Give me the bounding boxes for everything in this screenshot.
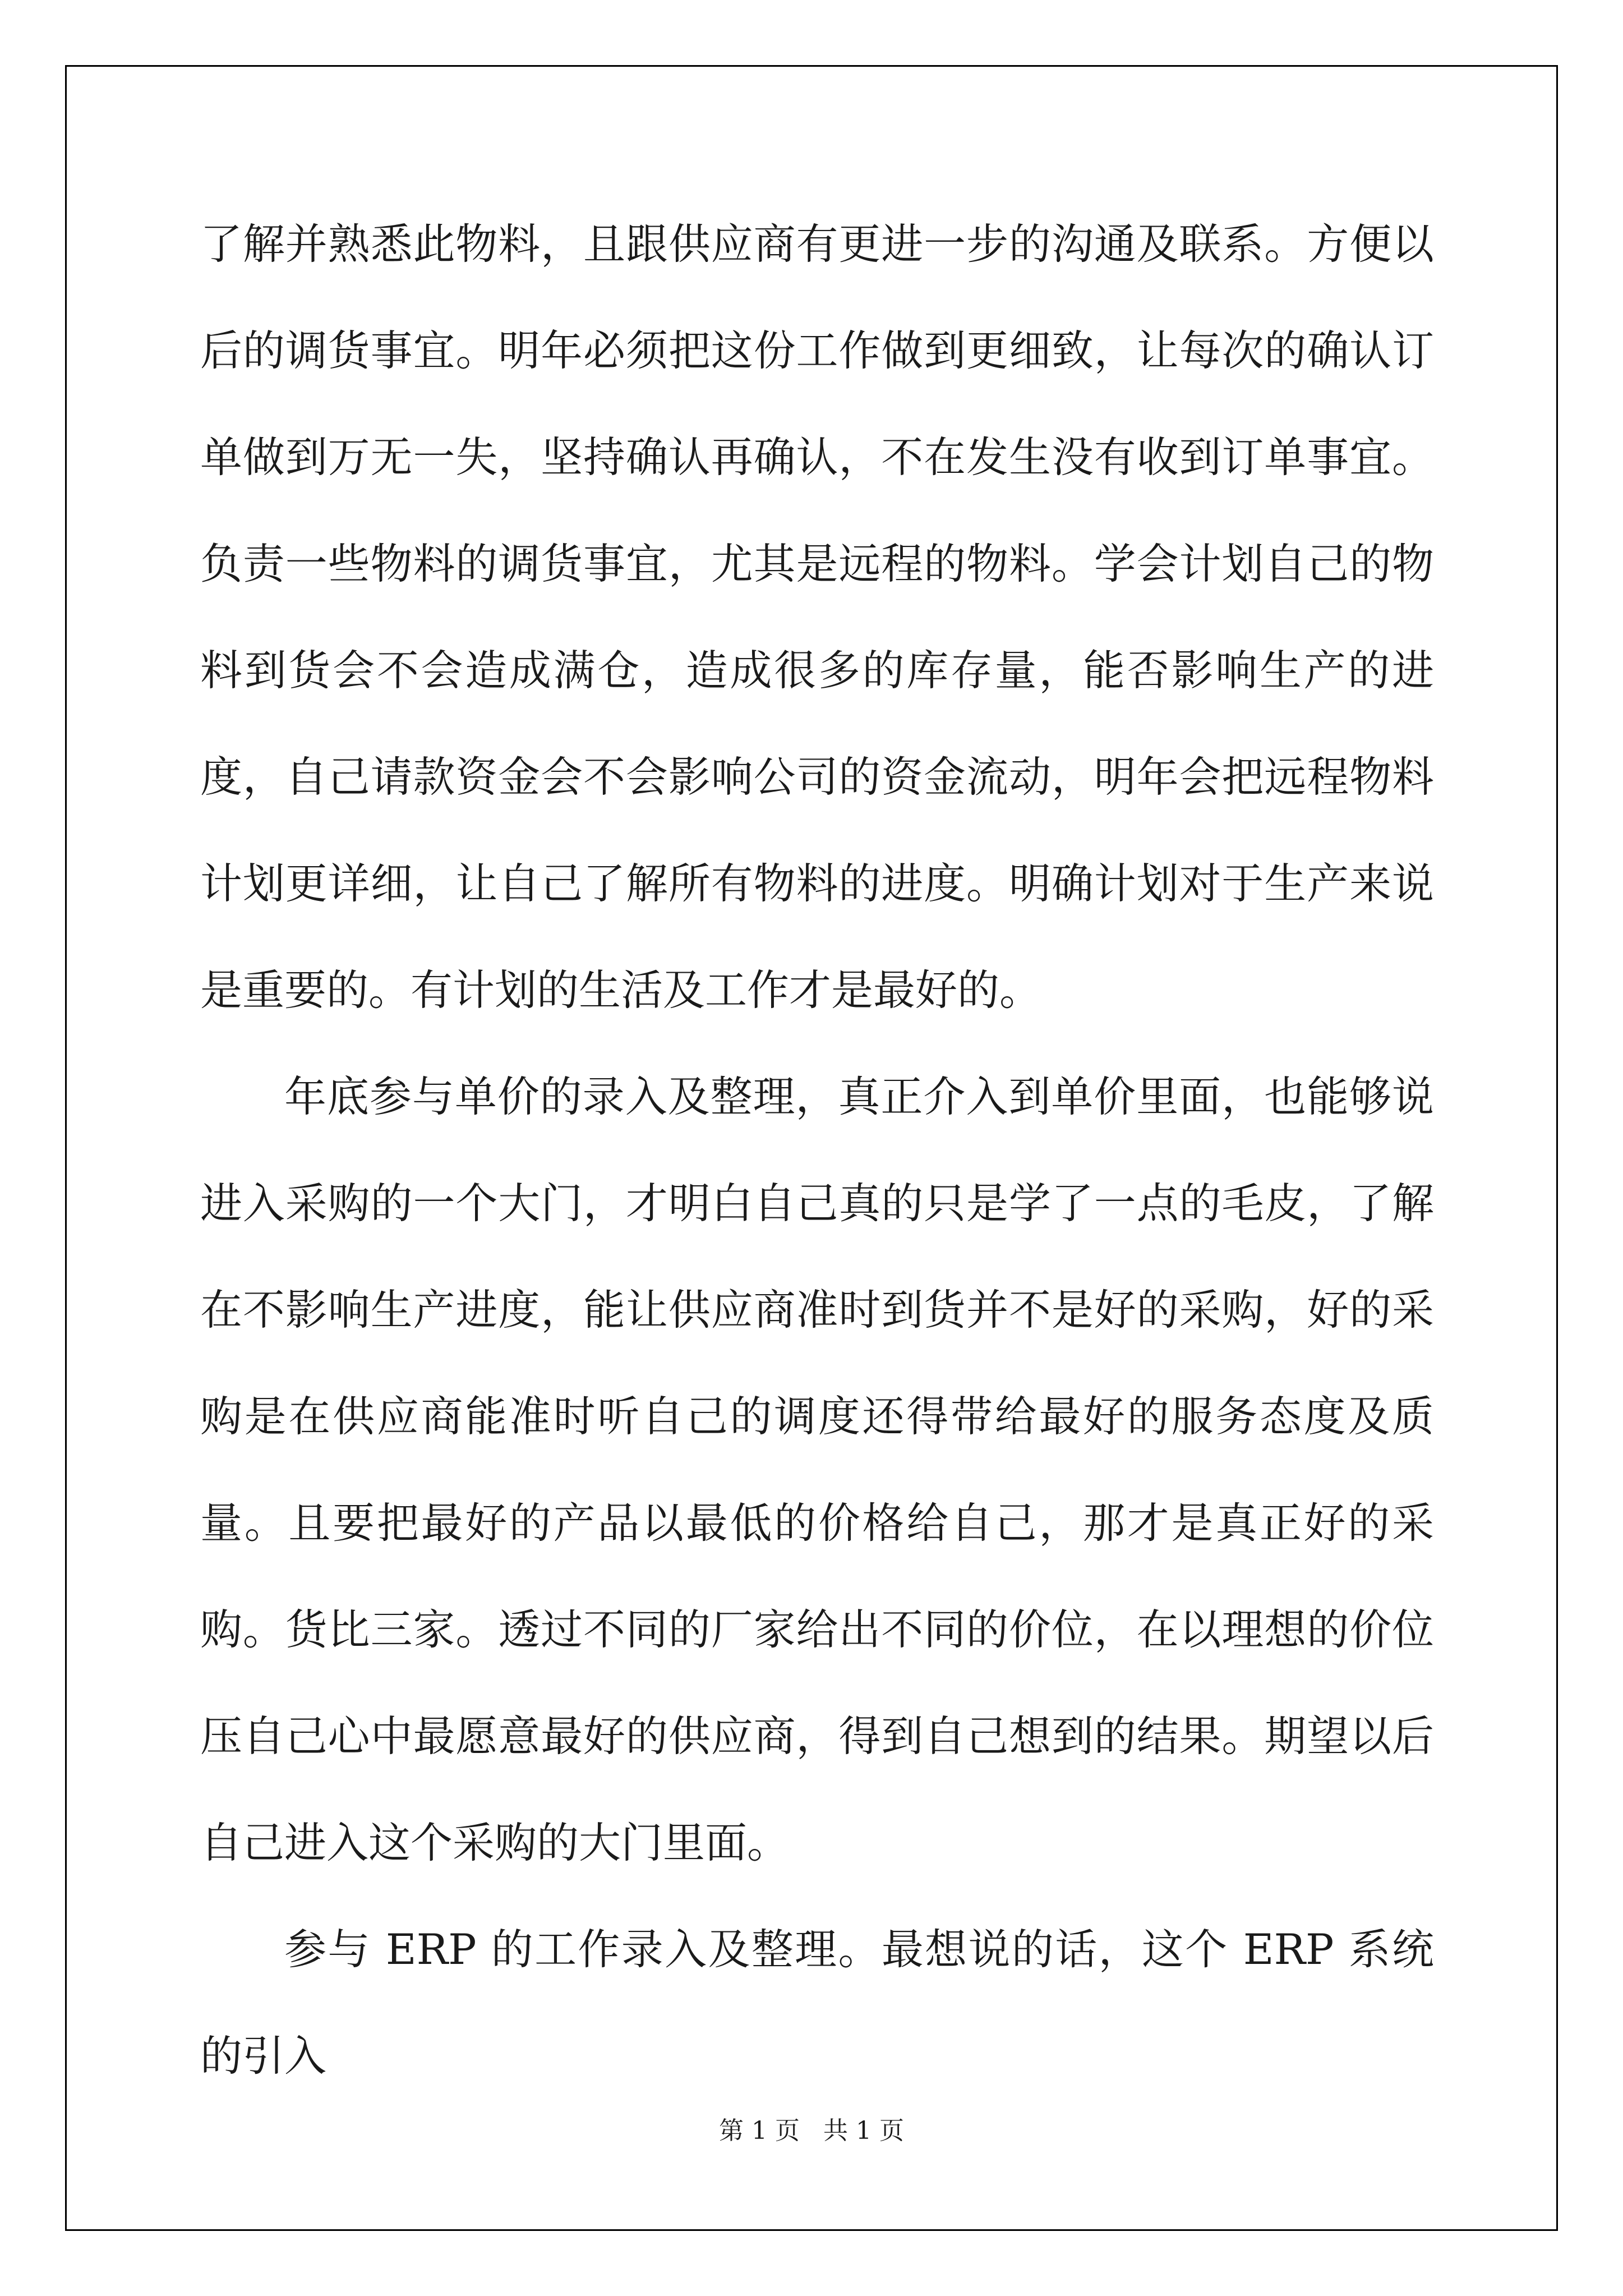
paragraph-unit-price: 年底参与单价的录入及整理，真正介入到单价里面，也能够说进入采购的一个大门，才明白自己真的只是学了一点的毛皮，了解在不影响生产进度，能让供应商准时到货并不是好的采购，好的采购是在供应商能准时听自己的调度还得带给最好的服务态度及质量。且要把最好的产品以最低的价格给自己，那才是真正好的采购。货比三家。透过不同的厂家给出不同的价位，在以理想的价位压自己心中最愿意最好的供应商，得到自己想到的结果。期望以后自己进入这个采购的大门里面。 bbox=[200, 1072, 1434, 1867]
paragraph-continuation: 了解并熟悉此物料，且跟供应商有更进一步的沟通及联系。方便以后的调货事宜。明年必须把这份工作做到更细致，让每次的确认订单做到万无一失，坚持确认再确认，不在发生没有收到订单事宜。负责一些物料的调货事宜，尤其是远程的物料。学会计划自己的物料到货会不会造成满仓，造成很多的库存量，能否影响生产的进度，自己请款资金会不会影响公司的资金流动，明年会把远程物料计划更详细，让自己了解所有物料的进度。明确计划对于生产来说是重要的。有计划的生活及工作才是最好的。 bbox=[200, 219, 1434, 1015]
document-body bbox=[200, 191, 1434, 2109]
paragraph-erp: 参与 ERP 的工作录入及整理。最想说的话，这个 ERP 系统的引入 bbox=[200, 1925, 1434, 2081]
page-number-footer: 第 1 页 共 1 页 bbox=[719, 2116, 904, 2145]
